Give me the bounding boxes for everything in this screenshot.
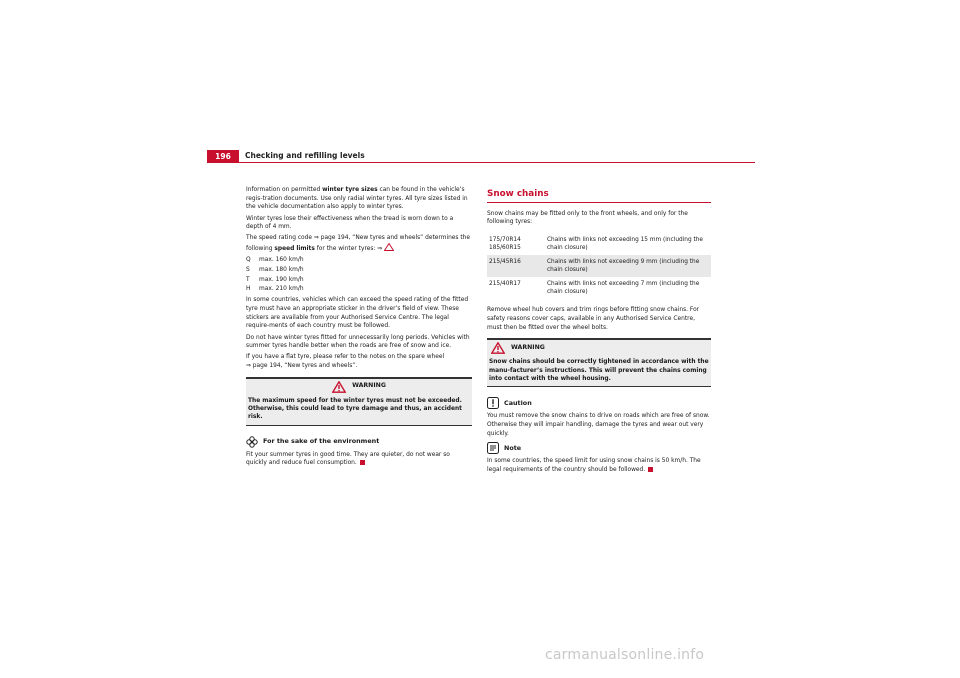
- section-title: Checking and refilling levels: [245, 151, 365, 160]
- caution-text: You must remove the snow chains to drive on roads which are free of snow. Otherwise they will impair handling, damage the tyres and wear out very quickly.: [487, 413, 710, 437]
- note-heading: [487, 442, 711, 454]
- warning-triangle-icon: [491, 342, 505, 354]
- table-row: [487, 277, 711, 299]
- warning-header: [487, 340, 711, 356]
- flower-icon: [246, 436, 258, 448]
- watermark: carmanualsonline.info: [545, 647, 705, 663]
- table-row: [487, 255, 711, 277]
- warning-box: [246, 377, 472, 426]
- paragraph-flat-tyre: If you have a flat tyre, please refer to the notes on the spare wheel ⇒ page 194, “New tyres and wheels”.: [246, 354, 445, 369]
- snow-chains-heading: Snow chains: [487, 189, 549, 199]
- page-number: 196: [207, 150, 239, 162]
- environment-title: For the sake of the environment: [263, 437, 380, 446]
- warning-title: WARNING: [511, 343, 545, 351]
- environment-text: Fit your summer tyres in good time. They are quieter, do not wear so quickly and reduce fuel consumption.: [246, 451, 450, 467]
- paragraph-tyre-sizes: Information on permitted winter tyre sizes can be found in the vehicle’s regis-tration documents. Use only radial winter tyres. All tyre sizes listed in the vehicle documentation also apply to winter tyres.: [246, 187, 468, 211]
- table-row: [487, 233, 711, 255]
- tyre-size-cell: 215/40R17: [489, 281, 521, 288]
- end-marker: [360, 460, 365, 465]
- warning-header: [246, 379, 472, 395]
- warning-text: The maximum speed for the winter tyres must not be exceeded. Otherwise, this could lead to tyre damage and thus, an accident risk.: [246, 395, 472, 425]
- paragraph-intro: Snow chains may be fitted only to the front wheels, and only for the following tyres:: [487, 210, 688, 226]
- tyre-size-cell: 215/45R16: [487, 255, 545, 277]
- paragraph-speed-rating: The speed rating code ⇒ page 194, “New tyres and wheels” determines the following speed limits for the winter tyres: ⇒: [246, 235, 471, 252]
- chain-desc-cell: Chains with links not exceeding 7 mm (including the chain closure): [547, 281, 700, 296]
- chain-desc-cell: Chains with links not exceeding 9 mm (including the chain closure): [545, 255, 711, 277]
- header-rule: [207, 162, 755, 163]
- note-text: In some countries, the speed limit for using snow chains is 50 km/h. The legal requirements of the country should be followed.: [487, 458, 701, 473]
- right-column: [487, 190, 711, 477]
- note-title: Note: [504, 443, 522, 452]
- note-icon: [487, 442, 499, 454]
- speed-limit-list: [246, 256, 472, 294]
- warning-text: Snow chains should be correctly tightened in accordance with the manu-facturer’s instructions. This will prevent the chains coming into contact with the wheel housing.: [487, 356, 711, 386]
- list-item: H max. 210 km/h: [246, 286, 304, 293]
- paragraph-tread-depth: Winter tyres lose their effectiveness when the tread is worn down to a depth of 4 mm.: [246, 215, 454, 231]
- heading-rule: [487, 202, 711, 203]
- paragraph-summer-tyres: Do not have winter tyres fitted for unnecessarily long periods. Vehicles with summer tyres handle better when the roads are free of snow and ice.: [246, 334, 470, 350]
- warning-triangle-icon: [384, 243, 394, 251]
- left-column: [246, 186, 472, 470]
- tyre-size-cell: 175/70R14 185/60R15: [489, 237, 521, 252]
- caution-title: Caution: [504, 398, 532, 407]
- warning-box: [487, 338, 711, 387]
- list-item: Q max. 160 km/h: [246, 257, 304, 264]
- end-marker: [648, 467, 653, 472]
- caution-heading: [487, 397, 711, 409]
- paragraph-sticker: In some countries, vehicles which can exceed the speed rating of the fitted tyre must have an appropriate sticker in the driver’s field of view. These stickers are available from your Authorised Service Centre. The legal require-ments of each country must be followed.: [246, 297, 469, 330]
- chain-desc-cell: Chains with links not exceeding 15 mm (including the chain closure): [547, 237, 703, 252]
- tyre-chain-table: [487, 233, 711, 299]
- paragraph-hub-covers: Remove wheel hub covers and trim rings before fitting snow chains. For safety reasons cover caps, available in any Authorised Service Centre, must then be fitted over the wheel bolts.: [487, 307, 700, 331]
- environment-heading: [246, 436, 472, 448]
- warning-title: WARNING: [352, 382, 386, 390]
- warning-triangle-icon: [332, 381, 346, 393]
- list-item: S max. 180 km/h: [246, 266, 304, 273]
- list-item: T max. 190 km/h: [246, 276, 304, 283]
- caution-icon: [487, 397, 499, 409]
